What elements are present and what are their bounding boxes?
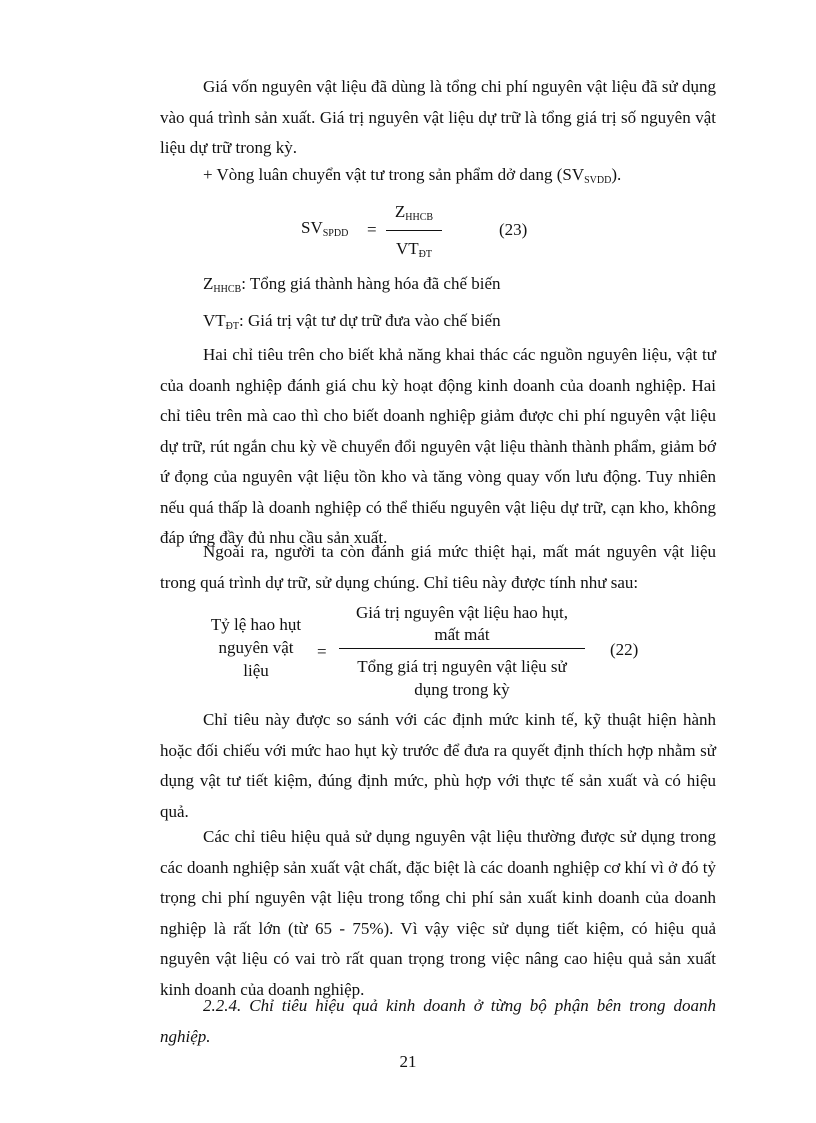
definition-zhhcb-subscript: HHCB (213, 284, 242, 295)
formula-23-numerator (384, 201, 444, 223)
formula-23-den-symbol: VT (395, 239, 419, 258)
definition-zhhcb-text: : Tổng giá thành hàng hóa đã chế biến (241, 274, 501, 293)
paragraph-cost-of-materials: Giá vốn nguyên vật liệu đã dùng là tổng chi phí nguyên vật liệu đã sử dụng vào quá trình sản xuất. Giá trị nguyên vật liệu dự trữ là tổng giá trị số nguyên vật liệu dự trữ trong kỳ. (160, 77, 716, 157)
turnover-text: + Vòng luân chuyển vật tư trong sản phẩm dở dang (SV (203, 165, 585, 184)
formula-22-lhs-line-1: Tỷ lệ hao hụt (210, 615, 302, 634)
formula-23-lhs-subscript: SPDD (322, 228, 349, 239)
formula-23-equals: = (367, 220, 377, 239)
formula-23-lhs (301, 217, 348, 239)
definition-zhhcb-symbol: Z (203, 274, 214, 293)
formula-22-fraction-bar (339, 648, 585, 649)
paragraph-material-efficiency: Các chỉ tiêu hiệu quả sử dụng nguyên vật liệu thường được sử dụng trong các doanh nghiệp sản xuất vật chất, đặc biệt là các doanh nghiệp cơ khí vì ở đó tỷ trọng chi phí nguyên vật liệu trong tổng chi phí sản xuất kinh doanh của doanh nghiệp là rất lớn (từ 65 - 75%). Vì vậy việc sử dụng tiết kiệm, có hiệu quả nguyên vật liệu có vai trò rất quan trọng trong việc nâng cao hiệu quả sản xuất kinh doanh của doanh nghiệp. (160, 827, 716, 999)
paragraph-comparison: Chỉ tiêu này được so sánh với các định mức kinh tế, kỹ thuật hiện hành hoặc đối chiếu với mức hao hụt kỳ trước để đưa ra quyết định thích hợp nhằm sử dụng vật tư tiết kiệm, đúng định mức, phù hợp với thực tế sản xuất và có hiệu quả. (160, 710, 716, 821)
formula-23-num-symbol: Z (394, 202, 406, 221)
formula-22-num-line-2: mất mát (434, 625, 490, 644)
formula-22-lhs-line-2: nguyên vật (218, 638, 294, 657)
definition-vtdt-symbol: VT (203, 311, 226, 330)
formula-22-num-line-1: Giá trị nguyên vật liệu hao hụt, (356, 603, 568, 622)
page-number: 21 (399, 1052, 417, 1071)
definition-vtdt-subscript: ĐT (225, 321, 240, 332)
formula-22-lhs-line-3: liệu (243, 661, 269, 680)
turnover-subscript: SVDD (584, 175, 612, 186)
paragraph-loss-intro: Ngoài ra, người ta còn đánh giá mức thiệt hại, mất mát nguyên vật liệu trong quá trình dự trữ, sử dụng chúng. Chỉ tiêu này được tính như sau: (160, 542, 716, 592)
formula-23-fraction-bar (386, 230, 442, 231)
definition-zhhcb (203, 273, 501, 295)
definition-vtdt-text: : Giá trị vật tư dự trữ đưa vào chế biến (239, 311, 501, 330)
formula-23-number: (23) (499, 220, 528, 239)
formula-23-lhs-symbol: SV (301, 218, 323, 237)
paragraph-turnover-heading (203, 164, 621, 186)
formula-22-den-line-1: Tổng giá trị nguyên vật liệu sử (357, 657, 567, 676)
formula-22-den-line-2: dụng trong kỳ (414, 680, 510, 699)
turnover-suffix: ). (611, 165, 622, 184)
formula-22-equals: = (317, 642, 327, 661)
formula-23-denominator (384, 238, 444, 260)
formula-23-num-subscript: HHCB (405, 212, 434, 223)
section-heading-2-2-4: 2.2.4. Chỉ tiêu hiệu quả kinh doanh ở từng bộ phận bên trong doanh nghiệp. (160, 996, 716, 1046)
formula-23-den-subscript: ĐT (418, 249, 432, 260)
formula-22-number: (22) (610, 640, 639, 659)
paragraph-two-indicators: Hai chỉ tiêu trên cho biết khả năng khai thác các nguồn nguyên liệu, vật tư của doanh nghiệp đánh giá chu kỳ hoạt động kinh doanh của doanh nghiệp. Hai chỉ tiêu trên mà cao thì cho biết doanh nghiệp giảm được chi phí nguyên vật liệu dự trữ, rút ngắn chu kỳ về chuyển đổi nguyên vật liệu thành thành phẩm, giảm bớ ứ đọng của nguyên vật liệu tồn kho và tăng vòng quay vốn lưu động. Tuy nhiên nếu quá thấp là doanh nghiệp có thể thiếu nguyên vật liệu dự trữ, cạn kho, không đáp ứng đầy đủ nhu cầu sản xuất. (160, 345, 716, 547)
definition-vtdt (203, 310, 501, 332)
